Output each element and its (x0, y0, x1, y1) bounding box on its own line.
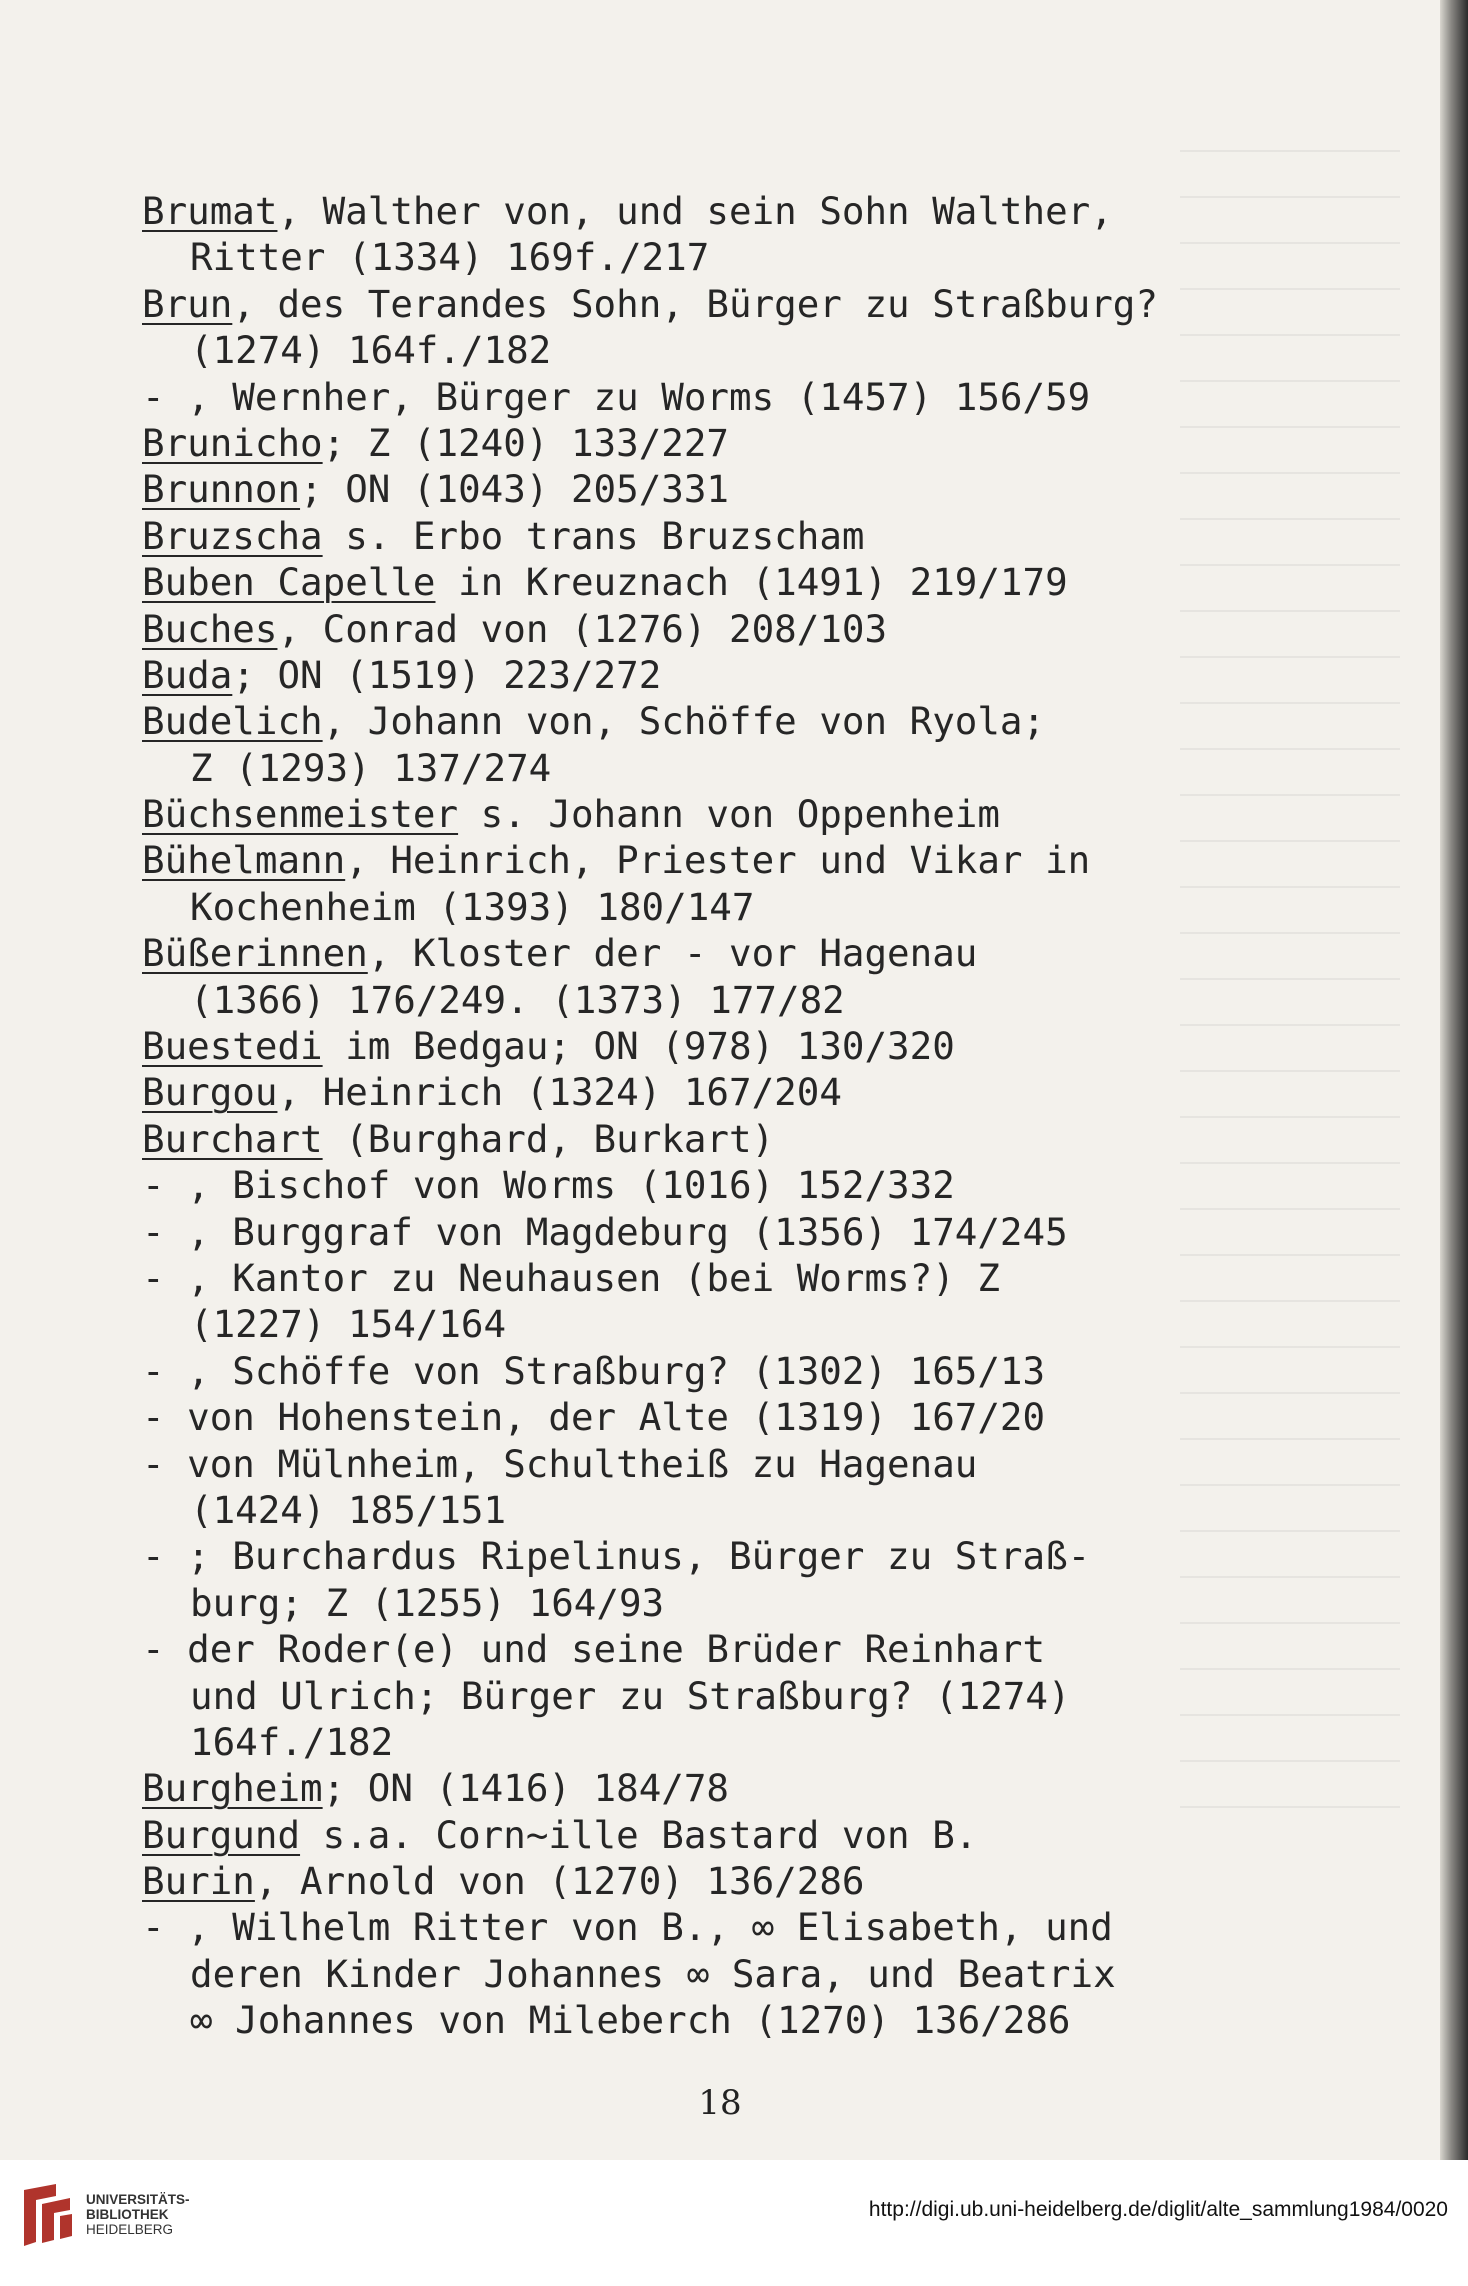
logo-line-3: HEIDELBERG (86, 2222, 174, 2237)
index-line (142, 466, 1292, 512)
index-line: (1227) 154/164 (190, 1302, 507, 1347)
entry-headword: Burchart (142, 1116, 323, 1161)
entry-headword: Buben Capelle (142, 560, 436, 605)
entry-text: , Kloster der - vor Hagenau (367, 931, 978, 976)
index-line (142, 1858, 1292, 1904)
index-line (142, 1765, 1292, 1811)
index-line: - , Schöffe von Straßburg? (1302) 165/13 (142, 1348, 1046, 1393)
entry-text: s. Erbo trans Bruzscham (322, 513, 865, 558)
index-line: 164f./182 (190, 1719, 394, 1764)
entry-text: , Walther von, und sein Sohn Walther, (277, 189, 1113, 233)
index-line: deren Kinder Johannes ∞ Sara, und Beatrix (190, 1951, 1116, 1996)
index-line: (1366) 176/249. (1373) 177/82 (190, 977, 845, 1022)
index-line: (1274) 164f./182 (190, 328, 552, 373)
index-line (142, 559, 1292, 605)
index-line: - von Hohenstein, der Alte (1319) 167/20 (142, 1395, 1046, 1440)
index-line (142, 420, 1292, 466)
index-line: - , Kantor zu Neuhausen (bei Worms?) Z (142, 1255, 1000, 1300)
entry-headword: Brumat (142, 189, 278, 233)
index-line (142, 930, 1292, 976)
footer-bar (0, 2160, 1468, 2286)
entry-text: ; ON (1043) 205/331 (300, 467, 730, 512)
index-line: - ; Burchardus Ripelinus, Bürger zu Straß- (142, 1534, 1091, 1579)
index-line: - , Burggraf von Magdeburg (1356) 174/245 (142, 1209, 1068, 1254)
entry-headword: Budelich (142, 699, 323, 744)
entry-headword: Büßerinnen (142, 931, 368, 976)
entry-text: in Kreuznach (1491) 219/179 (435, 560, 1068, 605)
index-line (142, 1069, 1292, 1115)
entry-text: , Conrad von (1276) 208/103 (277, 606, 888, 651)
page-edge (1440, 0, 1468, 2160)
index-line (142, 791, 1292, 837)
entry-headword: Brun (142, 281, 233, 326)
entry-text: , des Terandes Sohn, Bürger zu Straßburg? (232, 281, 1158, 326)
entry-text: s. Johann von Oppenheim (458, 792, 1000, 837)
index-line: - , Bischof von Worms (1016) 152/332 (142, 1163, 955, 1208)
entry-headword: Bruzscha (142, 513, 323, 558)
index-line: Kochenheim (1393) 180/147 (190, 884, 755, 929)
library-logo-text (86, 2192, 190, 2237)
entry-text: (Burghard, Burkart) (322, 1116, 775, 1161)
entry-headword: Burgou (142, 1070, 278, 1115)
index-line (142, 837, 1292, 883)
index-line: - , Wernher, Bürger zu Worms (1457) 156/59 (142, 374, 1091, 419)
entry-text: , Heinrich, Priester und Vikar in (345, 838, 1091, 883)
entry-text: ; Z (1240) 133/227 (322, 420, 730, 465)
index-entries (142, 188, 1292, 2044)
index-line (142, 698, 1292, 744)
logo-line-1: UNIVERSITÄTS- (86, 2192, 190, 2207)
entry-headword: Buda (142, 652, 233, 697)
index-line: - von Mülnheim, Schultheiß zu Hagenau (142, 1441, 978, 1486)
index-line (142, 188, 1292, 234)
entry-headword: Bühelmann (142, 838, 346, 883)
index-line: - , Wilhelm Ritter von B., ∞ Elisabeth, und (142, 1905, 1113, 1950)
entry-headword: Buches (142, 606, 278, 651)
entry-text: s.a. Corn~ille Bastard von B. (300, 1812, 978, 1857)
index-line (142, 1812, 1292, 1858)
page-number: 18 (698, 2083, 742, 2123)
entry-text: , Heinrich (1324) 167/204 (277, 1070, 842, 1115)
library-logo-icon (18, 2182, 76, 2248)
index-line (142, 281, 1292, 327)
entry-headword: Buestedi (142, 1024, 323, 1069)
index-line (142, 652, 1292, 698)
entry-headword: Brunicho (142, 420, 323, 465)
index-line: und Ulrich; Bürger zu Straßburg? (1274) (190, 1673, 1071, 1718)
index-line: - der Roder(e) und seine Brüder Reinhart (142, 1627, 1046, 1672)
index-line: burg; Z (1255) 164/93 (190, 1580, 665, 1625)
index-line: (1424) 185/151 (190, 1487, 507, 1532)
index-line: Z (1293) 137/274 (190, 745, 552, 790)
entry-text: im Bedgau; ON (978) 130/320 (322, 1024, 955, 1069)
index-line: ∞ Johannes von Mileberch (1270) 136/286 (190, 1998, 1071, 2043)
entry-headword: Brunnon (142, 467, 301, 512)
entry-text: ; ON (1519) 223/272 (232, 652, 662, 697)
entry-headword: Burgheim (142, 1766, 323, 1811)
logo-line-2: BIBLIOTHEK (86, 2207, 169, 2222)
index-line (142, 513, 1292, 559)
entry-text: , Arnold von (1270) 136/286 (254, 1859, 865, 1904)
index-line (142, 606, 1292, 652)
index-line: Ritter (1334) 169f./217 (190, 235, 710, 280)
entry-text: ; ON (1416) 184/78 (322, 1766, 730, 1811)
entry-headword: Büchsenmeister (142, 792, 459, 837)
source-url[interactable]: http://digi.ub.uni-heidelberg.de/diglit/alte_sammlung1984/0020 (868, 2198, 1448, 2221)
index-line (142, 1116, 1292, 1162)
entry-headword: Burin (142, 1859, 255, 1904)
index-line (142, 1023, 1292, 1069)
entry-text: , Johann von, Schöffe von Ryola; (322, 699, 1046, 744)
entry-headword: Burgund (142, 1812, 301, 1857)
